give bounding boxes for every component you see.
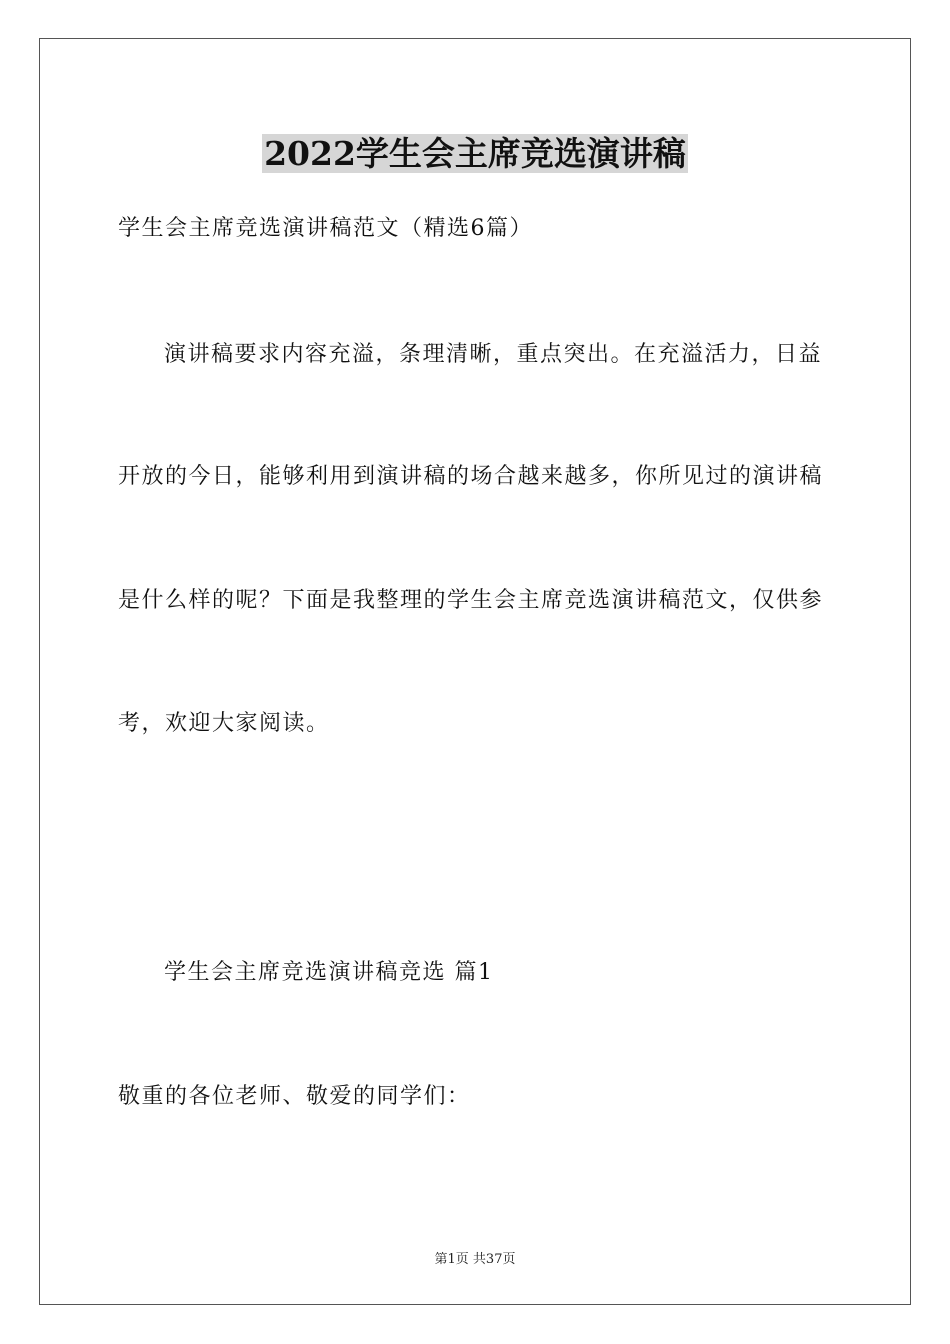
intro-line-2: 开放的今日，能够利用到演讲稿的场合越来越多，你所见过的演讲稿 — [118, 464, 824, 489]
greeting: 敬重的各位老师、敬爱的同学们： — [118, 1084, 471, 1109]
intro-line-4: 考，欢迎大家阅读。 — [118, 711, 330, 736]
section-heading: 学生会主席竞选演讲稿竞选 篇1 — [164, 960, 494, 985]
document-title-block — [0, 128, 950, 175]
document-title: 2022学生会主席竞选演讲稿 — [264, 134, 686, 173]
document-subtitle: 学生会主席竞选演讲稿范文（精选6篇） — [118, 216, 533, 241]
intro-line-1: 演讲稿要求内容充溢，条理清晰，重点突出。在充溢活力，日益 — [164, 342, 823, 367]
intro-line-3: 是什么样的呢？下面是我整理的学生会主席竞选演讲稿范文，仅供参 — [118, 588, 824, 613]
page-footer: 第1页 共37页 — [434, 1252, 516, 1267]
